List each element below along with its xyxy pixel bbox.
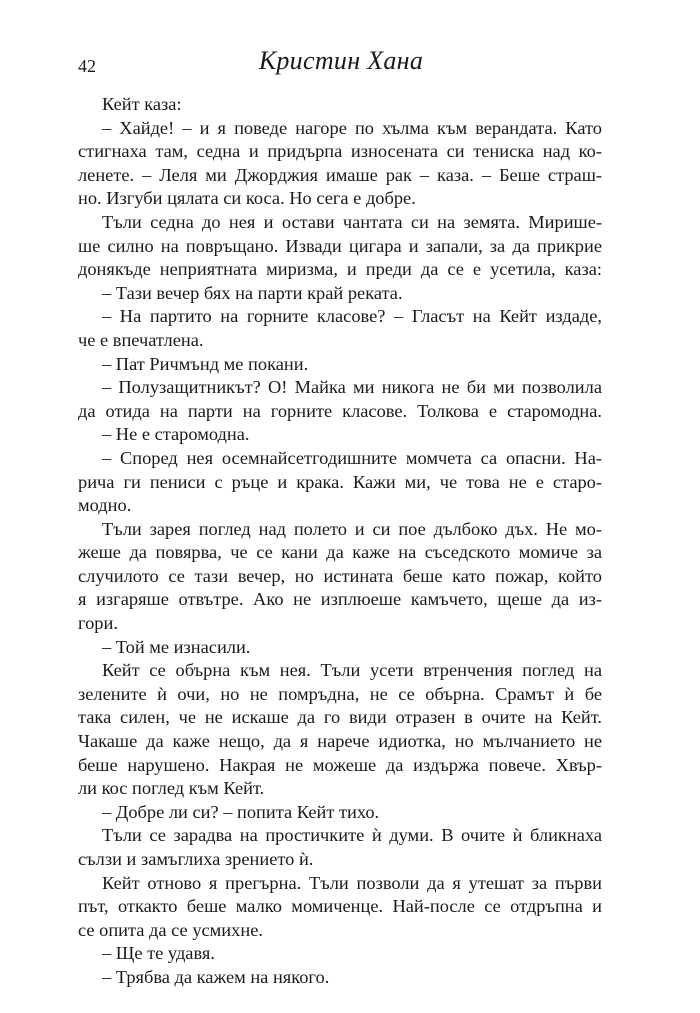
text-line: – Хайде! – и я поведе нагоре по хълма към верандата. Като [102, 117, 602, 138]
text-line: Тъли седна до нея и остави чантата си на земята. Мирише- [102, 211, 602, 232]
text-line: да отида на парти на горните класове. Толкова е старомодна. [78, 400, 602, 421]
text-line: гори. [78, 613, 118, 634]
text-line: – Не е старомодна. [102, 424, 250, 445]
text-line: Тъли се зарадва на простичките ѝ думи. В очите ѝ бликнаха [102, 825, 602, 846]
text-line: – Полузащитникът? О! Майка ми никога не би ми позволила [102, 377, 602, 398]
text-line: жеше да повярва, че се кани да каже на съседското момиче за [78, 542, 602, 563]
text-line: че е впечатлена. [78, 329, 204, 350]
text-line: зелените ѝ очи, но не помръдна, не се обърна. Срамът ѝ бе [78, 683, 602, 704]
text-line: – Тази вечер бях на парти край реката. [102, 282, 403, 303]
text-line: ше силно на повръщано. Извади цигара и запали, за да прикрие [78, 235, 602, 256]
text-line: но. Изгуби цялата си коса. Но сега е добре. [78, 188, 416, 209]
text-line: път, откакто беше малко момиченце. Най-после се отдръпна и [78, 896, 602, 917]
text-line: – На партито на горните класове? – Гласът на Кейт издаде, [102, 306, 602, 327]
text-line: – Пат Ричмънд ме покани. [102, 353, 309, 374]
text-line: рича ги пениси с ръце и крака. Кажи ми, че това не е старо- [78, 471, 602, 492]
text-line: така силен, че не искаше да го види отразен в очите на Кейт. [78, 707, 602, 728]
text-line: ленете. – Леля ми Джорджия имаше рак – каза. – Беше страш- [78, 164, 602, 185]
text-line: модно. [78, 495, 132, 516]
text-line: стигнаха там, седна и придърпа износената си тениска над ко- [78, 141, 602, 162]
text-line: случилото се тази вечер, но истината беше като пожар, който [78, 565, 602, 586]
text-line: Кейт отново я прегърна. Тъли позволи да я утешат за първи [102, 872, 602, 893]
page-header [78, 46, 604, 80]
text-line: се опита да се усмихне. [78, 919, 263, 940]
text-line: – Той ме изнасили. [102, 636, 251, 657]
text-line: Чакаше да каже нещо, да я нарече идиотка, но мълчанието не [78, 731, 602, 752]
text-line: Тъли зарея поглед над полето и си пое дълбоко дъх. Не мо- [102, 518, 602, 539]
text-line: беше нарушено. Накрая не можеше да издържа повече. Хвър- [78, 754, 602, 775]
text-line: – Трябва да кажем на някого. [102, 966, 330, 987]
text-line: Кейт каза: [102, 94, 182, 114]
text-line: сълзи и замъглиха зрението ѝ. [78, 849, 314, 869]
page-number: 42 [78, 56, 96, 76]
text-line: – Ще те удавя. [102, 943, 215, 964]
running-title: Кристин Хана [258, 46, 424, 75]
text-line: ли кос поглед към Кейт. [78, 778, 265, 799]
text-line: я изгаряше отвътре. Ако не изплюеше камъчето, щеше да из- [78, 589, 602, 610]
text-line: – Според нея осемнайсетгодишните момчета са опасни. На- [102, 447, 602, 468]
body-text [78, 93, 602, 990]
text-line: – Добре ли си? – попита Кейт тихо. [102, 801, 380, 822]
text-line: донякъде неприятната миризма, и преди да се е усетила, каза: [78, 259, 602, 280]
text-line: Кейт се обърна към нея. Тъли усети втренчения поглед на [102, 660, 602, 681]
